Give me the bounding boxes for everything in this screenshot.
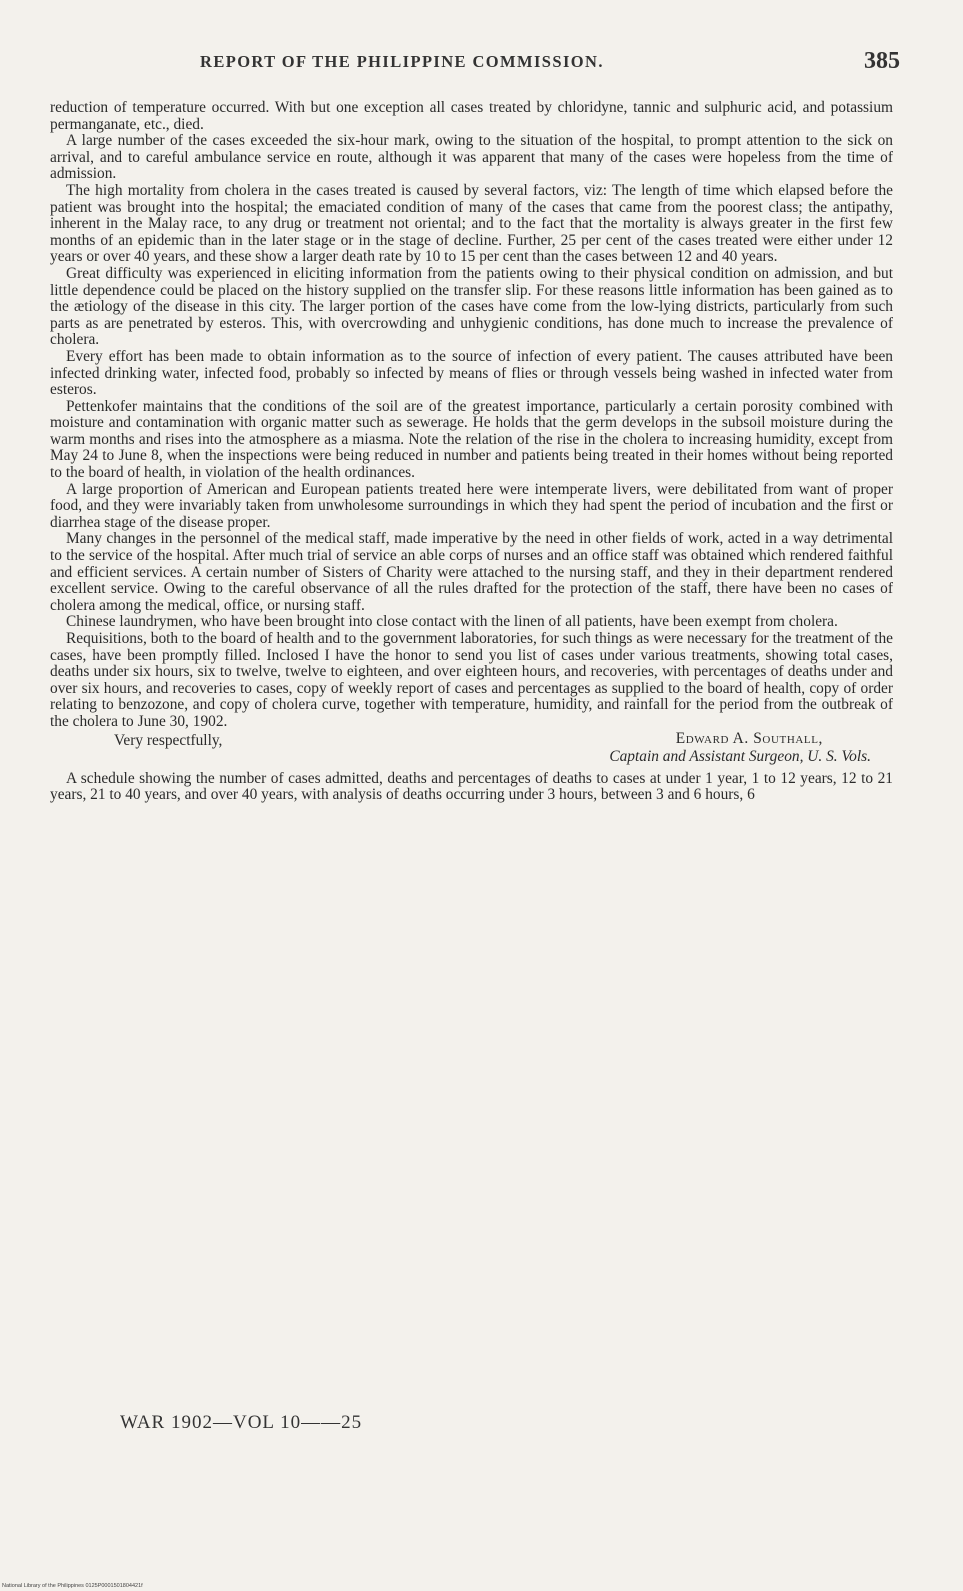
valediction: Very respectfully, [114, 731, 223, 749]
body-text [50, 100, 893, 804]
scan-credit: National Library of the Philippines 0125P0001501804421f [2, 1583, 143, 1589]
signature-mark: WAR 1902—VOL 10——25 [120, 1412, 363, 1433]
paragraph-2: A large number of the cases exceeded the six-hour mark, owing to the situation of the hospital, to prompt attention to the sick on arrival, and to careful ambulance service en route, although it was apparent that many of the cases were hopeless from the time of admission. [50, 132, 893, 183]
paragraph-5: Every effort has been made to obtain information as to the source of infection of every patient. The causes attributed have been infected drinking water, infected food, probably so infected by means of flies or through vessels being washed in infected water from esteros. [50, 347, 893, 399]
signer-title: Captain and Assistant Surgeon, U. S. Vols. [609, 747, 871, 765]
paragraph-4: Great difficulty was experienced in eliciting information from the patients owing to their physical condition on admission, and but little dependence could be placed on the history supplied on the transfer slip. For these reasons little information has been gained as to the ætiology of the disease in this city. The larger portion of the cases have come from the low-lying districts, particularly from such parts as are penetrated by esteros. This, with overcrowding and unhygienic conditions, has done much to increase the prevalence of cholera. [50, 264, 893, 349]
paragraph-10: Requisitions, both to the board of health and to the government laboratories, for such things as were necessary for the treatment of the cases, have been promptly filled. Inclosed I have the honor to send you list of cases under various treatments, showing total cases, deaths under six hours, six to twelve, twelve to eighteen, and over eighteen hours, and recoveries, with percentages of deaths under and over six hours, and recoveries to cases, copy of weekly report of cases and percentages as supplied to the board of health, copy of order relating to benzozone, and copy of cholera curve, together with temperature, humidity, and rainfall for the period from the outbreak of the cholera to June 30, 1902. [50, 630, 893, 730]
paragraph-6: Pettenkofer maintains that the conditions of the soil are of the greatest importance, particularly a certain porosity combined with moisture and contamination with organic matter such as sewerage. He holds that the germ develops in the subsoil moisture during the warm months and rises into the atmosphere as a miasma. Note the relation of the rise in the cholera to increasing humidity, except from May 24 to June 8, when the inspections were being reduced in number and patients being treated in their homes without being reported to the board of health, in violation of the health ordinances. [50, 397, 893, 482]
schedule-paragraph: A schedule showing the number of cases admitted, deaths and percentages of deaths to cases at under 1 year, 1 to 12 years, 12 to 21 years, 21 to 40 years, and over 40 years, with analysis of deaths occurring under 3 hours, between 3 and 6 hours, 6 [50, 769, 893, 804]
signer-name: Edward A. Southall, [675, 729, 823, 747]
paragraph-8: Many changes in the personnel of the medical staff, made imperative by the need in other fields of work, acted in a way detrimental to the service of the hospital. After much trial of service an able corps of nurses and an office staff was obtained which rendered faithful and efficient services. A certain number of Sisters of Charity were attached to the nursing staff, and they in their department rendered excellent service. Owing to the careful observance of all the rules drafted for the protection of the staff, there have been no cases of cholera among the medical, office, or nursing staff. [50, 530, 893, 614]
paragraph-3: The high mortality from cholera in the cases treated is caused by several factors, viz: The length of time which elapsed before the patient was brought into the hospital; the emaciated condition of many of the cases that came from the poorest class; the antipathy, inherent in the Malay race, to any drug or treatment not oriental; and to the fact that the mortality is always greater in the first few months of an epidemic than in the later stage or in the stage of decline. Further, 25 per cent of the cases treated were either under 12 years or over 40 years, and these show a larger death rate by 10 to 15 per cent than the cases between 12 and 40 years. [50, 181, 893, 266]
page-number: 385 [864, 48, 900, 74]
paragraph-7: A large proportion of American and European patients treated here were intemperate livers, were debilitated from want of proper food, and they were invariably taken from unwholesome surroundings in which they had spent the period of incubation and the first or diarrhea stage of the disease proper. [50, 480, 893, 531]
letter-closing [50, 731, 893, 771]
running-head [60, 48, 910, 78]
paragraph-9: Chinese laundrymen, who have been brought into close contact with the linen of all patients, have been exempt from cholera. [66, 613, 838, 631]
running-title: REPORT OF THE PHILIPPINE COMMISSION. [200, 52, 604, 71]
paragraph-1: reduction of temperature occurred. With but one exception all cases treated by chloridyne, tannic and sulphuric acid, and potassium permanganate, etc., died. [50, 99, 893, 133]
